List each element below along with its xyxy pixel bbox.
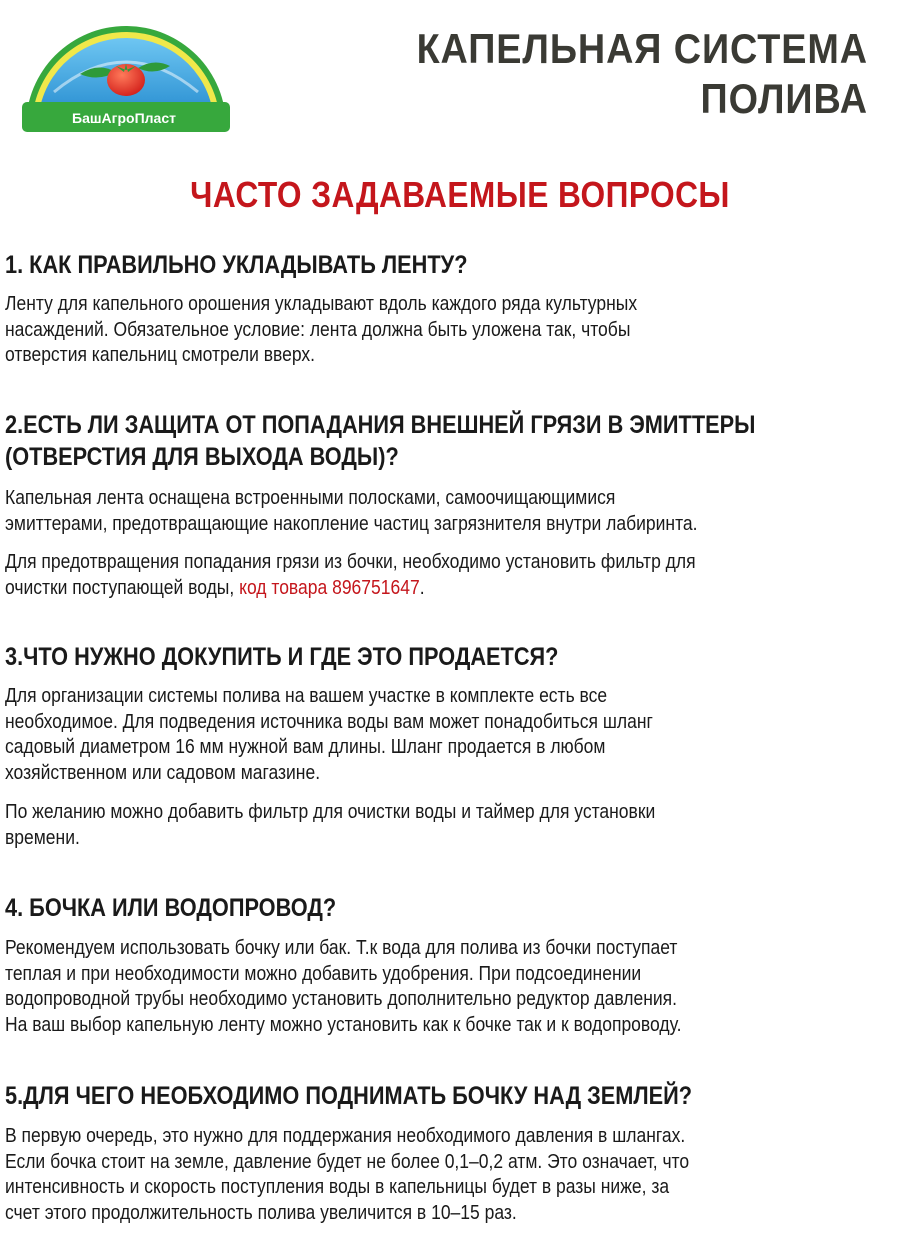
answer-line: отверстия капельниц смотрели вверх. xyxy=(5,344,316,366)
brand-logo xyxy=(20,2,232,134)
answer-line: теплая и при необходимости можно добавить удобрения. При подсоединении xyxy=(5,962,642,985)
answer-line: интенсивность и скорость поступления воды в капельницы будет в разы ниже, за xyxy=(5,1176,670,1198)
product-code-link[interactable]: код товара 896751647 xyxy=(239,576,420,599)
answer-line: эмиттерами, предотвращающие накопление частиц загрязнителя внутри лабиринта. xyxy=(5,512,698,535)
answer-3-extra xyxy=(5,800,915,851)
answer-line: Для предотвращения попадания грязи из бочки, необходимо установить фильтр для xyxy=(5,551,696,573)
answer-line: необходимое. Для подведения источника воды вам может понадобиться шланг xyxy=(5,710,653,733)
brand-name: БашАгроПласт xyxy=(72,110,176,126)
answer-line: времени. xyxy=(5,826,80,849)
answer-line: хозяйственном или садовом магазине. xyxy=(5,761,321,784)
title-line-2: ПОЛИВА xyxy=(700,75,868,122)
answer-line: Ленту для капельного орошения укладывают вдоль каждого ряда культурных xyxy=(5,293,638,315)
answer-line xyxy=(5,576,915,602)
answer-line: насаждений. Обязательное условие: лента должна быть уложена так, чтобы xyxy=(5,318,631,341)
answer-line: Для организации системы полива на вашем участке в комплекте есть все xyxy=(5,685,608,707)
question-5: 5.ДЛЯ ЧЕГО НЕОБХОДИМО ПОДНИМАТЬ БОЧКУ НАД ЗЕМЛЕЙ? xyxy=(5,1082,693,1110)
answer-line: счет этого продолжительность полива увеличится в 10–15 раз. xyxy=(5,1201,517,1224)
answer-5 xyxy=(5,1124,915,1226)
faq-heading: ЧАСТО ЗАДАВАЕМЫЕ ВОПРОСЫ xyxy=(190,174,730,215)
question-1: 1. КАК ПРАВИЛЬНО УКЛАДЫВАТЬ ЛЕНТУ? xyxy=(5,251,468,279)
answer-2-filter xyxy=(5,550,915,601)
answer-line: В первую очередь, это нужно для поддержания необходимого давления в шлангах. xyxy=(5,1125,686,1147)
page-title xyxy=(400,24,868,124)
answer-line: водопроводной трубы необходимо установить дополнительно редуктор давления. xyxy=(5,988,677,1010)
answer-text: очистки поступающей воды, xyxy=(5,576,235,599)
answer-line: На ваш выбор капельную ленту можно установить как к бочке так и к водопроводу. xyxy=(5,1013,682,1036)
question-2 xyxy=(5,409,875,473)
answer-line: Рекомендуем использовать бочку или бак. Т.к вода для полива из бочки поступает xyxy=(5,937,678,959)
answer-line: По желанию можно добавить фильтр для очистки воды и таймер для установки xyxy=(5,801,656,823)
answer-line: Капельная лента оснащена встроенными полосками, самоочищающимися xyxy=(5,487,616,509)
answer-4 xyxy=(5,936,915,1038)
answer-line: садовый диаметром 16 мм нужной вам длины. Шланг продается в любом xyxy=(5,736,606,758)
title-line-1: КАПЕЛЬНАЯ СИСТЕМА xyxy=(416,25,868,72)
question-line: 2.ЕСТЬ ЛИ ЗАЩИТА ОТ ПОПАДАНИЯ ВНЕШНЕЙ ГРЯЗИ В ЭМИТТЕРЫ xyxy=(5,411,756,439)
question-3: 3.ЧТО НУЖНО ДОКУПИТЬ И ГДЕ ЭТО ПРОДАЕТСЯ? xyxy=(5,643,559,671)
question-line: (ОТВЕРСТИЯ ДЛЯ ВЫХОДА ВОДЫ)? xyxy=(5,443,399,471)
answer-1 xyxy=(5,292,915,369)
question-4: 4. БОЧКА ИЛИ ВОДОПРОВОД? xyxy=(5,894,337,922)
answer-line: Если бочка стоит на земле, давление будет не более 0,1–0,2 атм. Это означает, что xyxy=(5,1150,690,1173)
answer-period: . xyxy=(419,576,425,599)
answer-3 xyxy=(5,684,915,786)
answer-2 xyxy=(5,486,915,537)
